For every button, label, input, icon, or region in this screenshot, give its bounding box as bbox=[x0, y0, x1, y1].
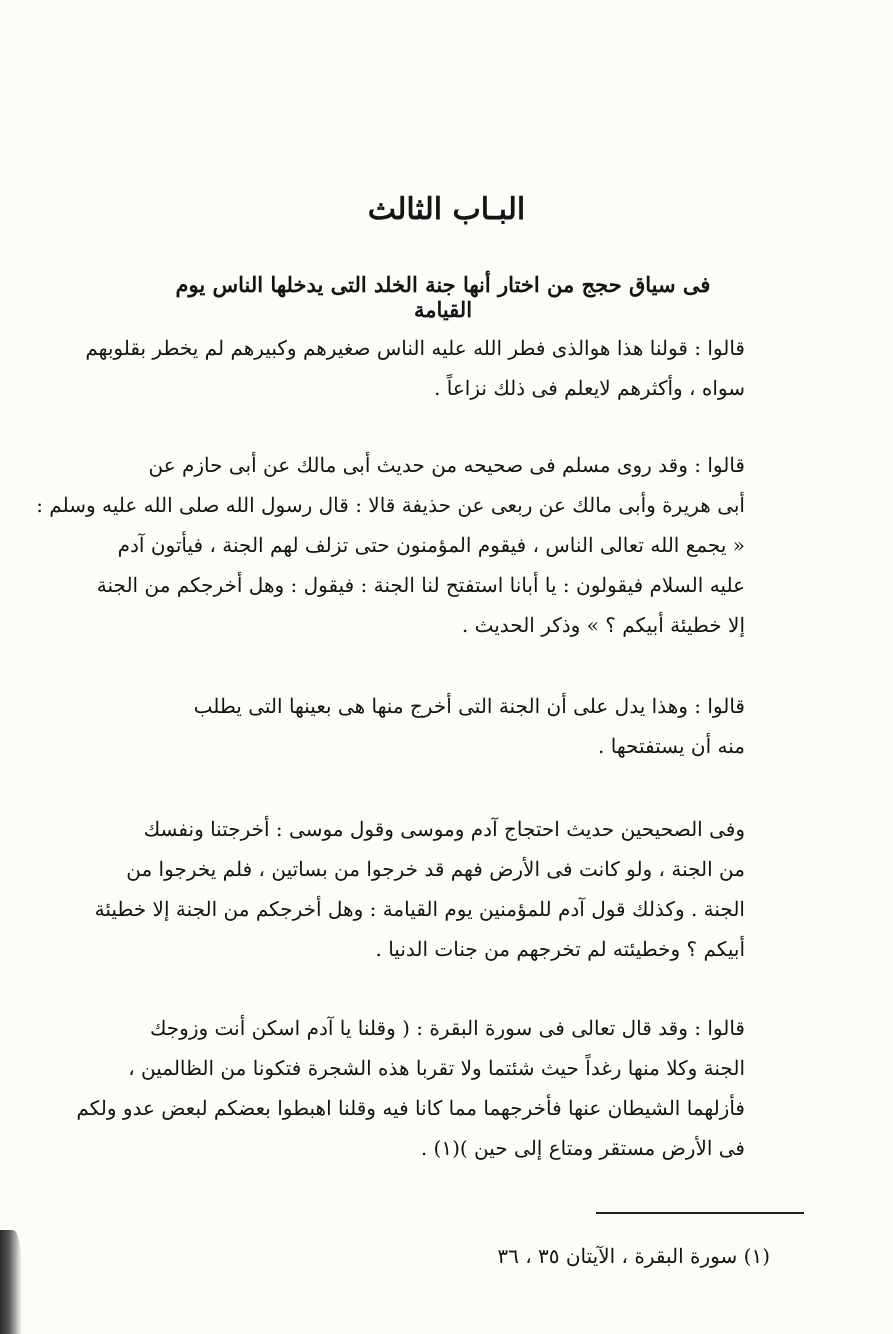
footnote-divider bbox=[596, 1212, 804, 1214]
paragraph-line: قالوا : وهذا يدل على أن الجنة التى أخرج منها هى بعينها التى يطلب bbox=[193, 694, 745, 718]
chapter-subtitle: فى سياق حجج من اختار أنها جنة الخلد التى يدخلها الناس يوم القيامة bbox=[175, 272, 711, 322]
paragraph-line: الجنة . وكذلك قول آدم للمؤمنين يوم القيامة : وهل أخرجكم من الجنة إلا خطيئة bbox=[94, 897, 745, 921]
page-edge-shadow bbox=[0, 1230, 22, 1334]
paragraph-line: « يجمع الله تعالى الناس ، فيقوم المؤمنون حتى تزلف لهم الجنة ، فيأتون آدم bbox=[117, 533, 745, 557]
paragraph-line: عليه السلام فيقولون : يا أبانا استفتح لنا الجنة : فيقول : وهل أخرجكم من الجنة bbox=[96, 573, 745, 597]
paragraph-line: من الجنة ، ولو كانت فى الأرض فهم قد خرجوا من بساتين ، فلم يخرجوا من bbox=[126, 857, 745, 881]
paragraph-line: سواه ، وأكثرهم لايعلم فى ذلك نزاعاً . bbox=[434, 376, 745, 400]
footnote: (١) سورة البقرة ، الآيتان ٣٥ ، ٣٦ bbox=[497, 1244, 770, 1268]
paragraph-line: فأزلهما الشيطان عنها فأخرجهما مما كانا فيه وقلنا اهبطوا بعضكم لبعض عدو ولكم bbox=[76, 1096, 745, 1120]
paragraph-line: قالوا : وقد روى مسلم فى صحيحه من حديث أبى مالك عن أبى حازم عن bbox=[148, 453, 745, 477]
paragraph-line: وفى الصحيحين حديث احتجاج آدم وموسى وقول موسى : أخرجتنا ونفسك bbox=[143, 817, 745, 841]
paragraph-2 bbox=[36, 445, 745, 645]
paragraph-line: الجنة وكلا منها رغداً حيث شئتما ولا تقربا هذه الشجرة فتكونا من الظالمين ، bbox=[128, 1056, 745, 1080]
paragraph-1 bbox=[85, 328, 745, 408]
paragraph-3 bbox=[120, 686, 745, 766]
paragraph-line: قالوا : وقد قال تعالى فى سورة البقرة : ( وقلنا يا آدم اسكن أنت وزوجك bbox=[149, 1016, 745, 1040]
paragraph-line: قالوا : قولنا هذا هوالذى فطر الله عليه الناس صغيرهم وكبيرهم لم يخطر بقلوبهم bbox=[85, 336, 745, 360]
paragraph-line: منه أن يستفتحها . bbox=[598, 734, 745, 758]
paragraph-5 bbox=[76, 1008, 745, 1168]
chapter-title: البـاب الثالث bbox=[367, 192, 526, 227]
paragraph-line: إلا خطيئة أبيكم ؟ » وذكر الحديث . bbox=[461, 613, 745, 637]
paragraph-4 bbox=[94, 809, 745, 969]
paragraph-line: فى الأرض مستقر ومتاع إلى حين )(١) . bbox=[420, 1136, 745, 1160]
paragraph-line: أبيكم ؟ وخطيئته لم تخرجهم من جنات الدنيا . bbox=[375, 937, 745, 961]
paragraph-line: أبى هريرة وأبى مالك عن ربعى عن حذيفة قالا : قال رسول الله صلى الله عليه وسلم : bbox=[36, 493, 745, 517]
